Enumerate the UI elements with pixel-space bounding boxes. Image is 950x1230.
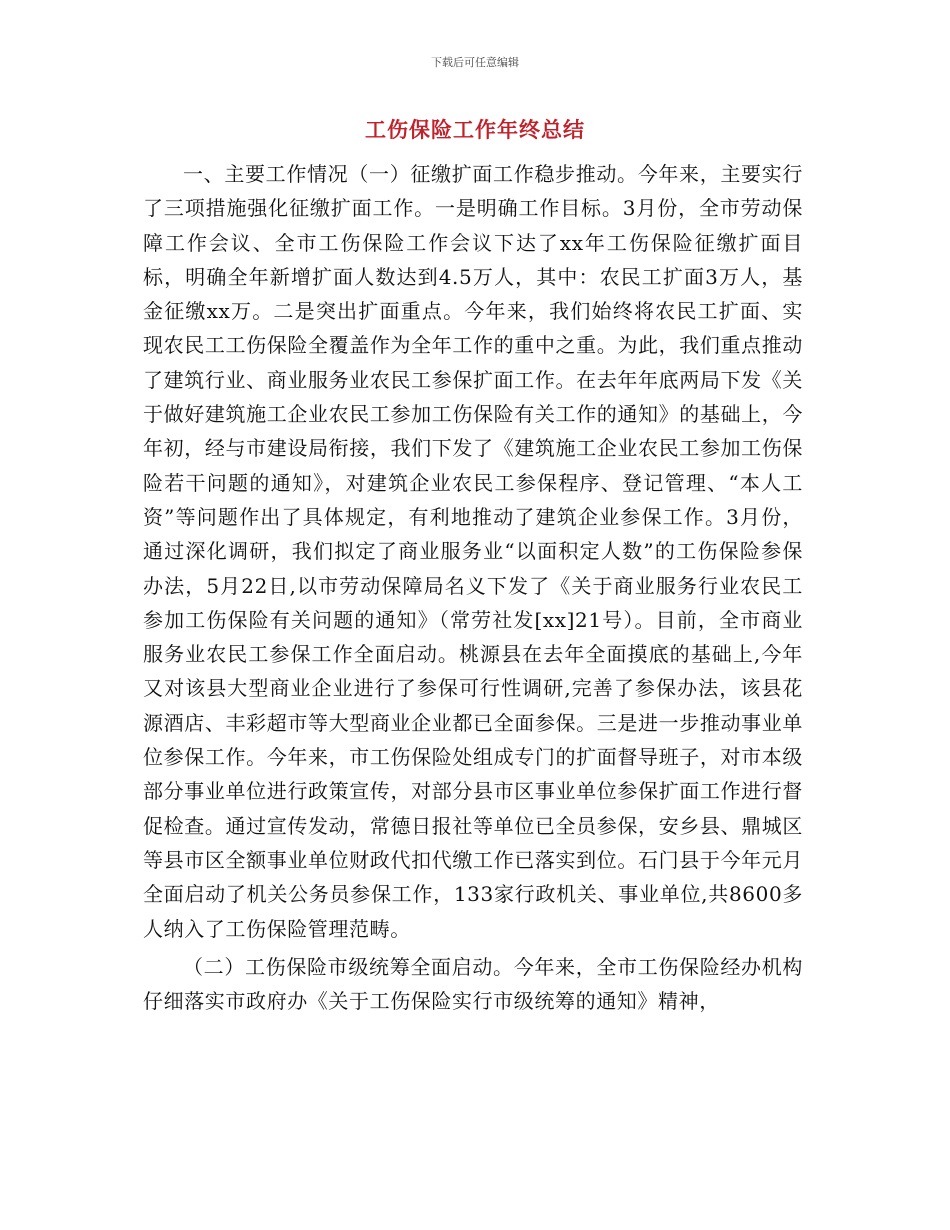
page-header: 下载后可任意编辑 — [431, 56, 519, 69]
document-title: 工伤保险工作年终总结 — [365, 118, 585, 142]
paragraph-2: （二）工伤保险市级统筹全面启动。今年来，全市工伤保险经办机构仔细落实市政府办《关于工伤保险实行市级统筹的通知》精神， — [143, 954, 803, 1014]
paragraph-1: 一、主要工作情况（一）征缴扩面工作稳步推动。今年来，主要实行了三项措施强化征缴扩面工作。一是明确工作目标。3月份，全市劳动保障工作会议、全市工伤保险工作会议下达了xx年工伤保险征缴扩面目标，明确全年新增扩面人数达到4.5万人，其中：农民工扩面3万人，基金征缴xx万。二是突出扩面重点。今年来，我们始终将农民工扩面、实现农民工工伤保险全覆盖作为全年工作的重中之重。为此，我们重点推动了建筑行业、商业服务业农民工参保扩面工作。在去年年底两局下发《关于做好建筑施工企业农民工参加工伤保险有关工作的通知》的基础上，今年初，经与市建设局衔接，我们下发了《建筑施工企业农民工参加工伤保险若干问题的通知》，对建筑企业农民工参保程序、登记管理、“本人工资”等问题作出了具体规定，有利地推动了建筑企业参保工作。3月份，通过深化调研，我们拟定了商业服务业“以面积定人数”的工伤保险参保办法，5月22日,以市劳动保障局名义下发了《关于商业服务行业农民工参加工伤保险有关问题的通知》（常劳社发[xx]21号）。目前，全市商业服务业农民工参保工作全面启动。桃源县在去年全面摸底的基础上,今年又对该县大型商业企业进行了参保可行性调研,完善了参保办法，该县花源酒店、丰彩超市等大型商业企业都已全面参保。三是进一步推动事业单位参保工作。今年来，市工伤保险处组成专门的扩面督导班子，对市本级部分事业单位进行政策宣传，对部分县市区事业单位参保扩面工作进行督促检查。通过宣传发动，常德日报社等单位已全员参保，安乡县、鼎城区等县市区全额事业单位财政代扣代缴工作已落实到位。石门县于今年元月全面启动了机关公务员参保工作，133家行政机关、事业单位,共8600多人纳入了工伤保险管理范畴。 — [143, 162, 803, 941]
document-body — [143, 157, 803, 1022]
